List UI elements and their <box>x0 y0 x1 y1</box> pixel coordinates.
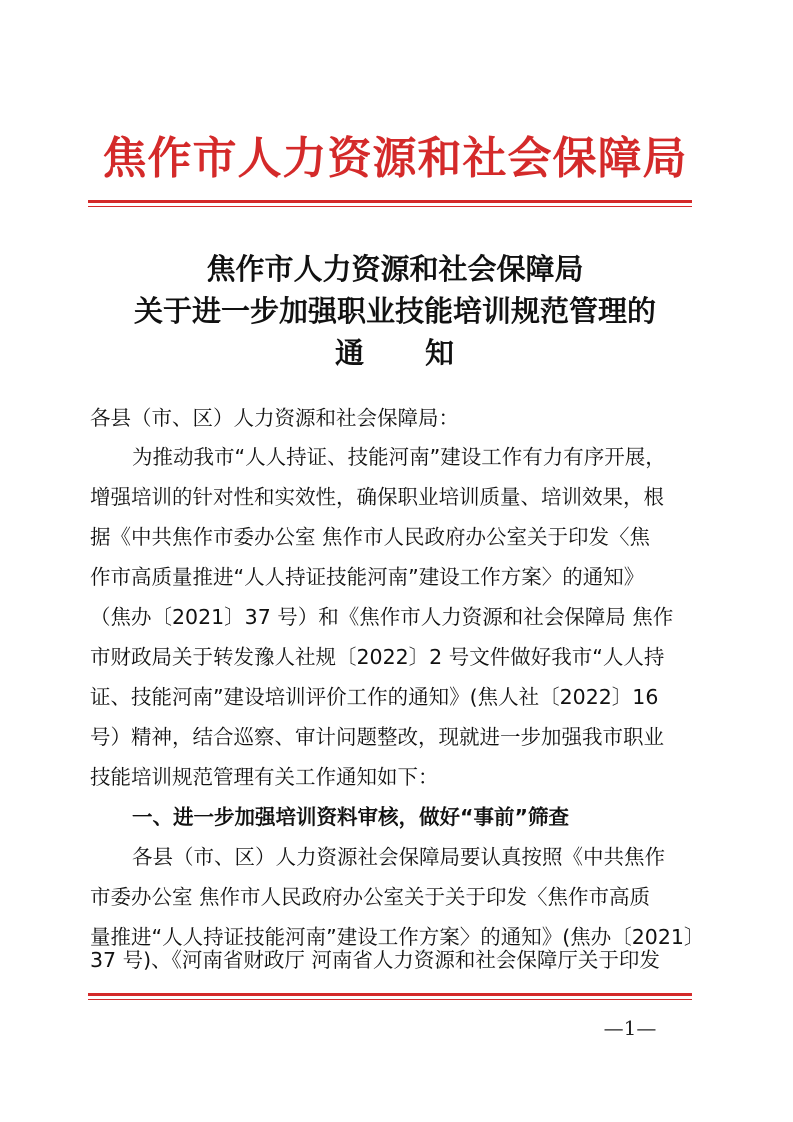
body-line: 作市高质量推进“人人持证技能河南”建设工作方案〉的通知》 <box>90 565 645 589</box>
page-number: —1— <box>603 1016 657 1040</box>
body-line: （焦办〔2021〕37 号）和《焦作市人力资源和社会保障局 焦作 <box>90 605 674 629</box>
footer-rule-thin <box>88 999 692 1000</box>
body-line: 37 号)、《河南省财政厅 河南省人力资源和社会保障厅关于印发 <box>90 948 660 972</box>
doc-title-line-3: 通 知 <box>334 336 455 370</box>
doc-title-line-1: 焦作市人力资源和社会保障局 <box>206 252 584 286</box>
salutation: 各县（市、区）人力资源和社会保障局： <box>90 406 459 430</box>
masthead-rule-thick <box>88 200 692 203</box>
body-line: 证、技能河南”建设培训评价工作的通知》(焦人社〔2022〕16 <box>90 685 659 709</box>
body-line: 各县（市、区）人力资源社会保障局要认真按照《中共焦作 <box>132 845 665 869</box>
body-line: 为推动我市“人人持证、技能河南”建设工作有力有序开展， <box>132 445 666 469</box>
body-line: 据《中共焦作市委办公室 焦作市人民政府办公室关于印发〈焦 <box>90 525 651 549</box>
body-line: 市委办公室 焦作市人民政府办公室关于关于印发〈焦作市高质 <box>90 885 651 909</box>
body-line: 量推进“人人持证技能河南”建设工作方案〉的通知》(焦办〔2021〕 <box>90 925 705 949</box>
masthead-rule-thin <box>88 206 692 207</box>
body-line: 技能培训规范管理有关工作通知如下： <box>90 765 439 789</box>
body-line: 市财政局关于转发豫人社规〔2022〕2 号文件做好我市“人人持 <box>90 645 665 669</box>
doc-title-line-2: 关于进一步加强职业技能培训规范管理的 <box>133 294 656 328</box>
footer-rule-thick <box>88 993 692 996</box>
body-line: 增强培训的针对性和实效性，确保职业培训质量、培训效果，根 <box>90 485 664 509</box>
body-line: 号）精神，结合巡察、审计问题整改，现就进一步加强我市职业 <box>90 725 664 749</box>
masthead-title: 焦作市人力资源和社会保障局 <box>102 133 688 184</box>
section-heading: 一、进一步加强培训资料审核，做好“事前”筛查 <box>132 805 569 829</box>
